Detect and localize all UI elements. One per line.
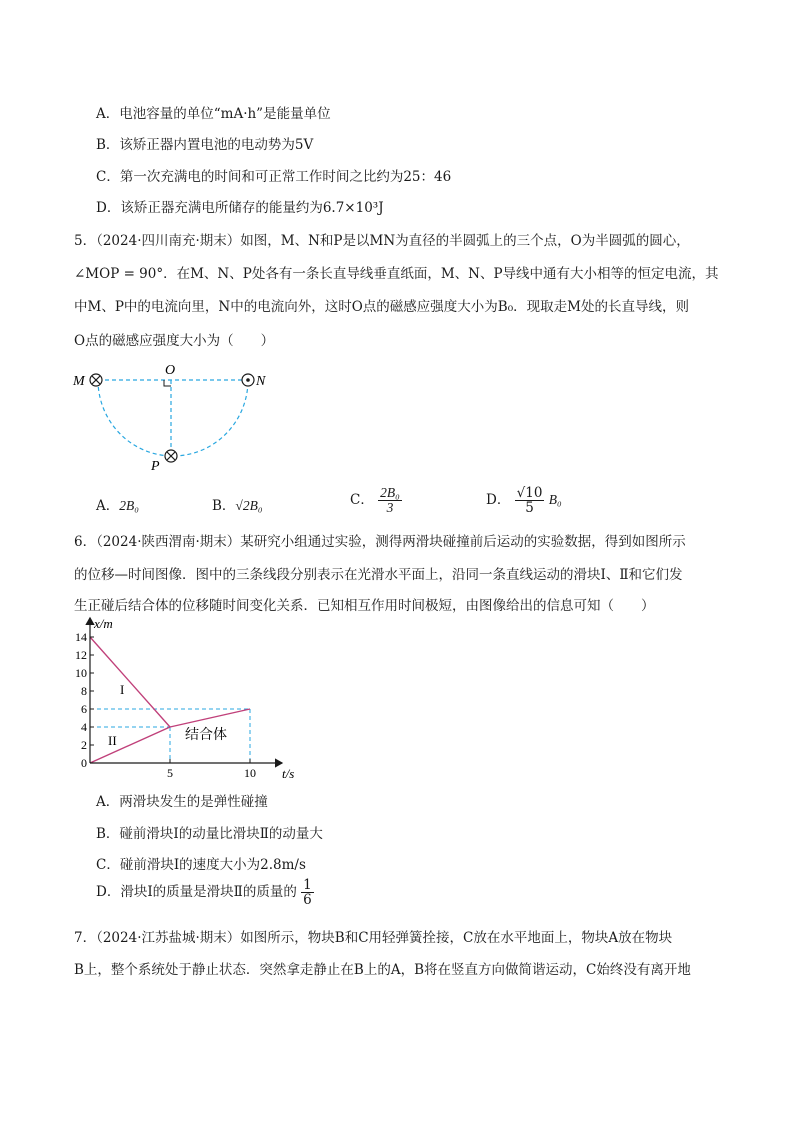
y-tick-label-10: 10	[75, 666, 87, 680]
q4-option-c: C．第一次充满电的时间和可正常工作时间之比约为25：46	[96, 169, 452, 185]
series-line-1	[90, 637, 170, 727]
q5-stem-line1: 5．（2024·四川南充·期末）如图，M、N和P是以MN为直径的半圆弧上的三个点，O为半圆弧的圆心，	[74, 233, 690, 249]
wire-m-into-page-icon	[90, 374, 102, 386]
y-axis-label: x/m	[94, 616, 113, 631]
right-angle-mark	[164, 380, 171, 386]
q5-option-a-value: 2B₀	[119, 498, 139, 513]
label-p: P	[151, 459, 160, 474]
q4-option-d: D．该矫正器充满电所储存的能量约为6.7×10³J	[96, 200, 384, 216]
q6-option-d-text: D．滑块Ⅰ的质量是滑块Ⅱ的质量的	[96, 884, 297, 901]
q6-stem-line3: 生正碰后结合体的位移随时间变化关系．已知相互作用时间极短，由图像给出的信息可知（ ）	[74, 598, 655, 614]
q4-option-b: B．该矫正器内置电池的电动势为5V	[96, 137, 314, 153]
q4-option-a: A．电池容量的单位“mA·h”是能量单位	[96, 106, 331, 122]
series-line-3	[170, 709, 250, 727]
position-time-chart	[70, 614, 320, 782]
x-tick-label-5: 5	[167, 766, 173, 780]
q5-stem-line2: ∠MOP = 90°．在M、N、P处各有一条长直导线垂直纸面，M、N、P导线中通有大小相等的恒定电流，其	[74, 266, 719, 282]
label-n: N	[256, 374, 266, 389]
q5-option-d-letter: D．	[486, 492, 511, 509]
q6-stem-line2: 的位移—时间图像．图中的三条线段分别表示在光滑水平面上，沿同一条直线运动的滑块Ⅰ、Ⅱ和它们发	[74, 567, 683, 583]
series-label-i: I	[120, 682, 125, 697]
q5-option-d-numerator: √10	[516, 485, 543, 501]
q5-option-a-letter: A．	[96, 498, 120, 514]
y-tick-label-12: 12	[75, 648, 87, 662]
q5-option-b-letter: B．	[212, 498, 236, 514]
q5-stem-line4: O点的磁感应强度大小为（ ）	[74, 333, 275, 349]
y-tick-label-0: 0	[81, 756, 87, 770]
semicircle-arc	[98, 380, 248, 456]
q5-option-c	[350, 486, 402, 515]
q6-option-c: C．碰前滑块Ⅰ的速度大小为2.8m/s	[96, 857, 306, 873]
q7-stem-line2: B上，整个系统处于静止状态．突然拿走静止在B上的A，B将在竖直方向做简谐运动，C始终没有离开地	[74, 962, 691, 978]
series-label-combined: 结合体	[185, 728, 227, 743]
q6-option-d-denominator: 6	[303, 892, 312, 909]
q5-option-b-value: √2B₀	[235, 498, 263, 513]
y-tick-label-8: 8	[81, 684, 87, 698]
wire-p-into-page-icon	[165, 450, 177, 462]
q5-option-c-denominator: 3	[386, 500, 394, 516]
series-label-ii: II	[108, 733, 117, 748]
q6-stem-line1: 6．（2024·陕西渭南·期末）某研究小组通过实验，测得两滑块碰撞前后运动的实验数据，得到如图所示	[74, 534, 686, 550]
q5-option-d-tail: B₀	[548, 492, 562, 508]
q7-stem-line1: 7．（2024·江苏盐城·期末）如图所示，物块B和C用轻弹簧拴接，C放在水平地面上，物块A放在物块	[74, 930, 673, 946]
q5-stem-line3: 中M、P中的电流向里，N中的电流向外，这时O点的磁感应强度大小为B₀．现取走M处的长直导线，则	[74, 299, 689, 315]
series-line-2	[90, 727, 170, 763]
q5-option-a	[96, 494, 139, 514]
q5-option-d-denominator: 5	[525, 500, 534, 517]
x-axis-label: t/s	[282, 766, 295, 781]
q6-option-d	[96, 878, 314, 907]
x-tick-label-10: 10	[244, 766, 256, 780]
y-tick-label-2: 2	[81, 738, 87, 752]
q6-option-a: A．两滑块发生的是弹性碰撞	[96, 794, 268, 810]
q6-option-d-numerator: 1	[303, 877, 312, 893]
q6-option-b: B．碰前滑块Ⅰ的动量比滑块Ⅱ的动量大	[96, 826, 323, 842]
label-o: O	[165, 363, 176, 378]
wire-n-out-of-page-icon	[242, 374, 254, 386]
q5-option-c-numerator: 2B₀	[380, 485, 400, 500]
y-tick-label-14: 14	[75, 630, 87, 644]
q5-option-d	[486, 486, 562, 515]
label-m: M	[73, 374, 85, 389]
y-tick-label-4: 4	[81, 720, 87, 734]
q5-option-c-letter: C．	[350, 492, 374, 509]
y-tick-label-6: 6	[81, 702, 87, 716]
semicircle-figure	[68, 358, 278, 474]
q5-option-b	[212, 494, 263, 514]
